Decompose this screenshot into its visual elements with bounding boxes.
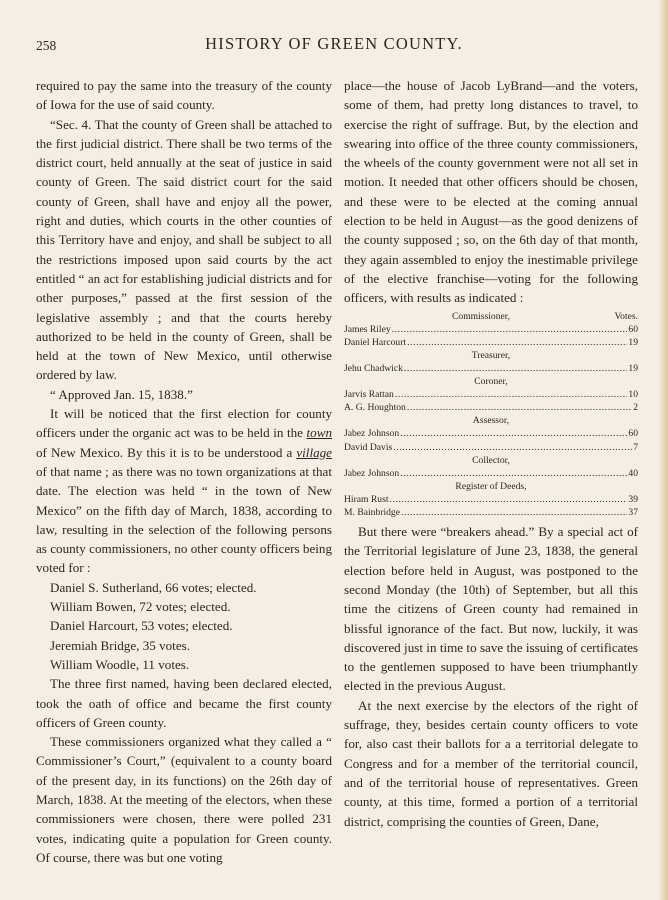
paragraph: “ Approved Jan. 15, 1838.”: [50, 386, 193, 402]
paragraph: The three first named, having been declared elected, took the oath of office and became the first county officers of Green county.: [36, 676, 332, 730]
page-number: 258: [36, 38, 57, 53]
emphasis-village: village: [296, 444, 332, 460]
page-header: [36, 34, 632, 58]
result-row: M. Bainbridge ..... 37: [344, 506, 638, 519]
result-row: Jarvis Rattan ..... 10: [344, 388, 638, 401]
office-heading: Commissioner,: [452, 310, 510, 322]
office-heading: Treasurer,: [471, 349, 511, 361]
result-row: Jehu Chadwick ..... 19: [344, 362, 638, 375]
office-heading: Assessor,: [472, 415, 510, 427]
right-column: [344, 76, 638, 831]
paragraph: But there were “breakers ahead.” By a special act of the Territorial legislature of June 23, 1838, the general election before held in August, was postponed to the second Monday (the 10th) of September, but all this time the citizens of Green county had remained in blissful ignorance of the fact. But now, luckily, it was discovered just in time to save the issuing of certificates to the gentlemen supposed to have been triumphantly elected in the previous August.: [344, 524, 638, 694]
vote-line: William Bowen, 72 votes; elected.: [50, 599, 231, 615]
paragraph: “Sec. 4. That the county of Green shall be attached to the first judicial district. There shall be two terms of the district court, held annually at the seat of justice in said county of Green. The said district court for the said county of Green, shall have and enjoy all the power, right and duties, which courts in the other counties of this Territory have and enjoy, and shall be subject to all the restrictions imposed upon said courts by the act entitled “ an act for establishing judicial districts and for other purposes,” passed at the first session of the legislative assembly ; and that the courts hereby authorized to be held in the county of Green, shall be held at the town of New Mexico, until otherwise ordered by law.: [36, 116, 332, 383]
results-header: [344, 310, 638, 323]
paragraph: At the next exercise by the electors of the right of suffrage, they, besides certain county officers to vote for, also cast their ballots for a a territorial delegate to Congress and for a member of the territorial council, and of the territorial house of representatives. Green county, at this time, formed a portion of a territorial district, comprising the counties of Green, Dane,: [344, 697, 638, 829]
vote-line: Daniel S. Sutherland, 66 votes; elected.: [50, 579, 257, 595]
vote-line: Jeremiah Bridge, 35 votes.: [50, 637, 190, 653]
running-title: HISTORY OF GREEN COUNTY.: [205, 34, 463, 53]
vote-line: William Woodle, 11 votes.: [50, 656, 190, 672]
left-column: [36, 76, 332, 867]
result-row: A. G. Houghton ..... 2: [344, 401, 638, 414]
result-row: Jabez Johnson ..... 40: [344, 467, 638, 480]
office-heading: Register of Deeds,: [455, 480, 527, 492]
result-row: Hiram Rust ..... 39: [344, 493, 638, 506]
result-row: David Davis ..... 7: [344, 441, 638, 454]
votes-heading: Votes.: [614, 310, 638, 322]
vote-line: Daniel Harcourt, 53 votes; elected.: [50, 618, 233, 634]
emphasis-town: town: [306, 425, 332, 441]
page-edge: [658, 0, 668, 900]
result-row: Daniel Harcourt ..... 19: [344, 336, 638, 349]
paragraph: required to pay the same into the treasury of the county of Iowa for the use of said county.: [36, 78, 332, 113]
paragraph: place—the house of Jacob LyBrand—and the voters, some of them, had pretty long distances to travel, to exercise the right of suffrage. But, by the election and swearing into office of the three county commissioners, the wheels of the county government were not all set in motion. It needed that other officers should be chosen, and these were to be elected at the coming annual election to be held in August—as the good denizens of the county supposed ; so, on the 6th day of that month, they again assembled to enjoy the inestimable privilege of the elective franchise—voting for the following officers, with results as indicated :: [344, 78, 638, 306]
result-row: Jabez Johnson ..... 60: [344, 427, 638, 440]
election-results: [344, 310, 638, 520]
paragraph: It will be noticed that the first election for county officers under the organic act was to be held in the town of New Mexico. By this it is to be understood a village of that name ; as there was no town organizations at that date. The election was held “ in the town of New Mexico” on the fifth day of March, 1838, according to law, resulting in the selection of the following persons as county commissioners, no other county officers being voted for :: [36, 406, 332, 576]
office-heading: Coroner,: [474, 376, 508, 388]
paragraph: These commissioners organized what they called a “ Commissioner’s Court,” (equivalent to a county board of the present day, in its functions) on the 26th day of March, 1838. At the meeting of the electors, when these commissioners were chosen, there were polled 231 votes, indicating quite a population for Green county. Of course, there was but one voting: [36, 734, 332, 865]
office-heading: Collector,: [472, 454, 510, 466]
result-row: James Riley ..... 60: [344, 323, 638, 336]
